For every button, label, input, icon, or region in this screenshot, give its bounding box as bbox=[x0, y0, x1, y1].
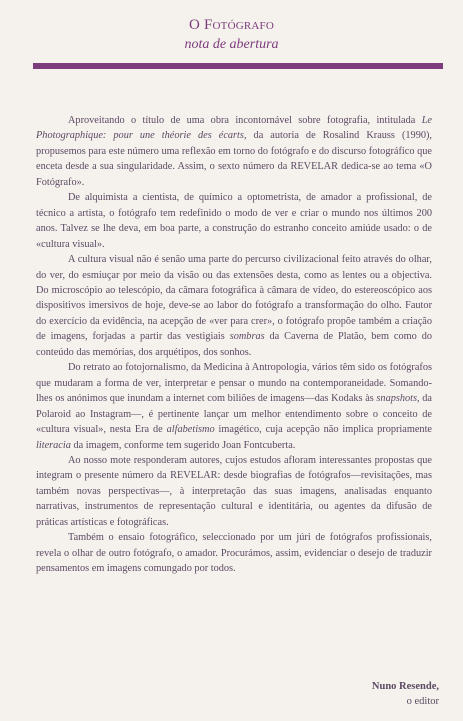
paragraph-text: , da Polaroid ao Instagram—, é pertinente lançar um melhor entendimento sobre o conceito de «cultura visual», nesta Era de bbox=[36, 393, 432, 436]
body-paragraph bbox=[36, 360, 432, 453]
page-subtitle: nota de abertura bbox=[184, 37, 279, 52]
paragraph-text: Aproveitando o título de uma obra incontornável sobre fotografia, intitulada bbox=[68, 115, 422, 126]
author-role: o editor bbox=[406, 696, 439, 707]
author-name: Nuno Resende, bbox=[371, 681, 439, 692]
paragraph-text: da imagem, conforme tem sugerido Joan Fontcuberta. bbox=[70, 439, 296, 451]
body-paragraph bbox=[36, 190, 432, 252]
paragraph-text: De alquimista a cientista, de químico a optometrista, de amador a profissional, de técnico a artista, o fotógrafo tem redefinido o modo de ver e criar o mundo nos últimos 200 anos. Talvez se lhe deva, em boa parte, a construção do estranho conceito amiúde usado: o de «cultura visual». bbox=[36, 192, 432, 250]
body-paragraph bbox=[36, 252, 432, 360]
italic-text: alfabetismo bbox=[166, 424, 215, 436]
signature bbox=[372, 679, 439, 709]
paragraph-text: Também o ensaio fotográfico, seleccionado por um júri de fotógrafos profissionais, revela o olhar de outro fotógrafo, o amador. Procurámos, assim, evidenciar o desejo de traduzir pensamentos em imagens comungado por todos. bbox=[36, 532, 432, 575]
paragraph-text: imagético, cuja acepção não implica propriamente bbox=[214, 424, 433, 436]
body-paragraph bbox=[36, 530, 432, 576]
paragraph-text: Do retrato ao fotojornalismo, da Medicina à Antropologia, vários têm sido os fotógrafos que mudaram a forma de ver, interpretar e pensar o mundo na contemporaneidade. Somando-lhes os anónimos que inundam a internet com biliões de imagens—das Kodaks às bbox=[36, 362, 432, 405]
italic-text: sombras bbox=[229, 331, 265, 343]
italic-text: literacia bbox=[36, 439, 71, 451]
paragraph-text: Ao nosso mote responderam autores, cujos estudos afloram interessantes propostas que integram o presente número da REVELAR: desde biografias de fotógrafos—revisitações, mas também novas perspectivas—, à interpretação das suas imagens, analisadas enquanto narrativas, instrumentos de representação cultural e identitária, ou agentes da difusão de práticas artísticas e fotográficas. bbox=[36, 454, 432, 528]
header bbox=[0, 0, 463, 53]
article-body bbox=[36, 113, 432, 577]
body-paragraph bbox=[36, 453, 432, 530]
paragraph-text: , da autoria de Rosalind Krauss (1990), propusemos para este número uma reflexão em torno do fotógrafo e do discurso fotográfico que enceta desde a sua singularidade. Assim, o sexto número da REVELAR dedica-se ao tema «O Fotógrafo». bbox=[36, 130, 433, 188]
paragraph-text: da Caverna de Platão, bem como do conteúdo das memórias, dos arquétipos, dos sonhos. bbox=[36, 331, 432, 358]
body-paragraph bbox=[36, 113, 432, 190]
header-divider bbox=[33, 63, 443, 69]
italic-text: snapshots bbox=[376, 393, 418, 405]
italic-text: Le Photographique: pour une théorie des écarts bbox=[36, 115, 432, 142]
page-title: O Fotógrafo bbox=[188, 17, 275, 33]
paragraph-text: A cultura visual não é senão uma parte do percurso civilizacional feito através do olhar, do ver, do esmiuçar por meio da visão ou das extensões desta, como as lentes ou a objectiva. Do microscópio ao telescópio, da câmara fotográfica à câmara de vídeo, do estereoscópico aos dispositivos imersivos de hoje, deve-se ao labor do fotógrafo a transformação do olho. Fautor do exercício da evidência, na acepção de «ver para crer», o fotógrafo propõe também a criação de imagens, forjadas a partir das vestigiais bbox=[36, 254, 432, 343]
